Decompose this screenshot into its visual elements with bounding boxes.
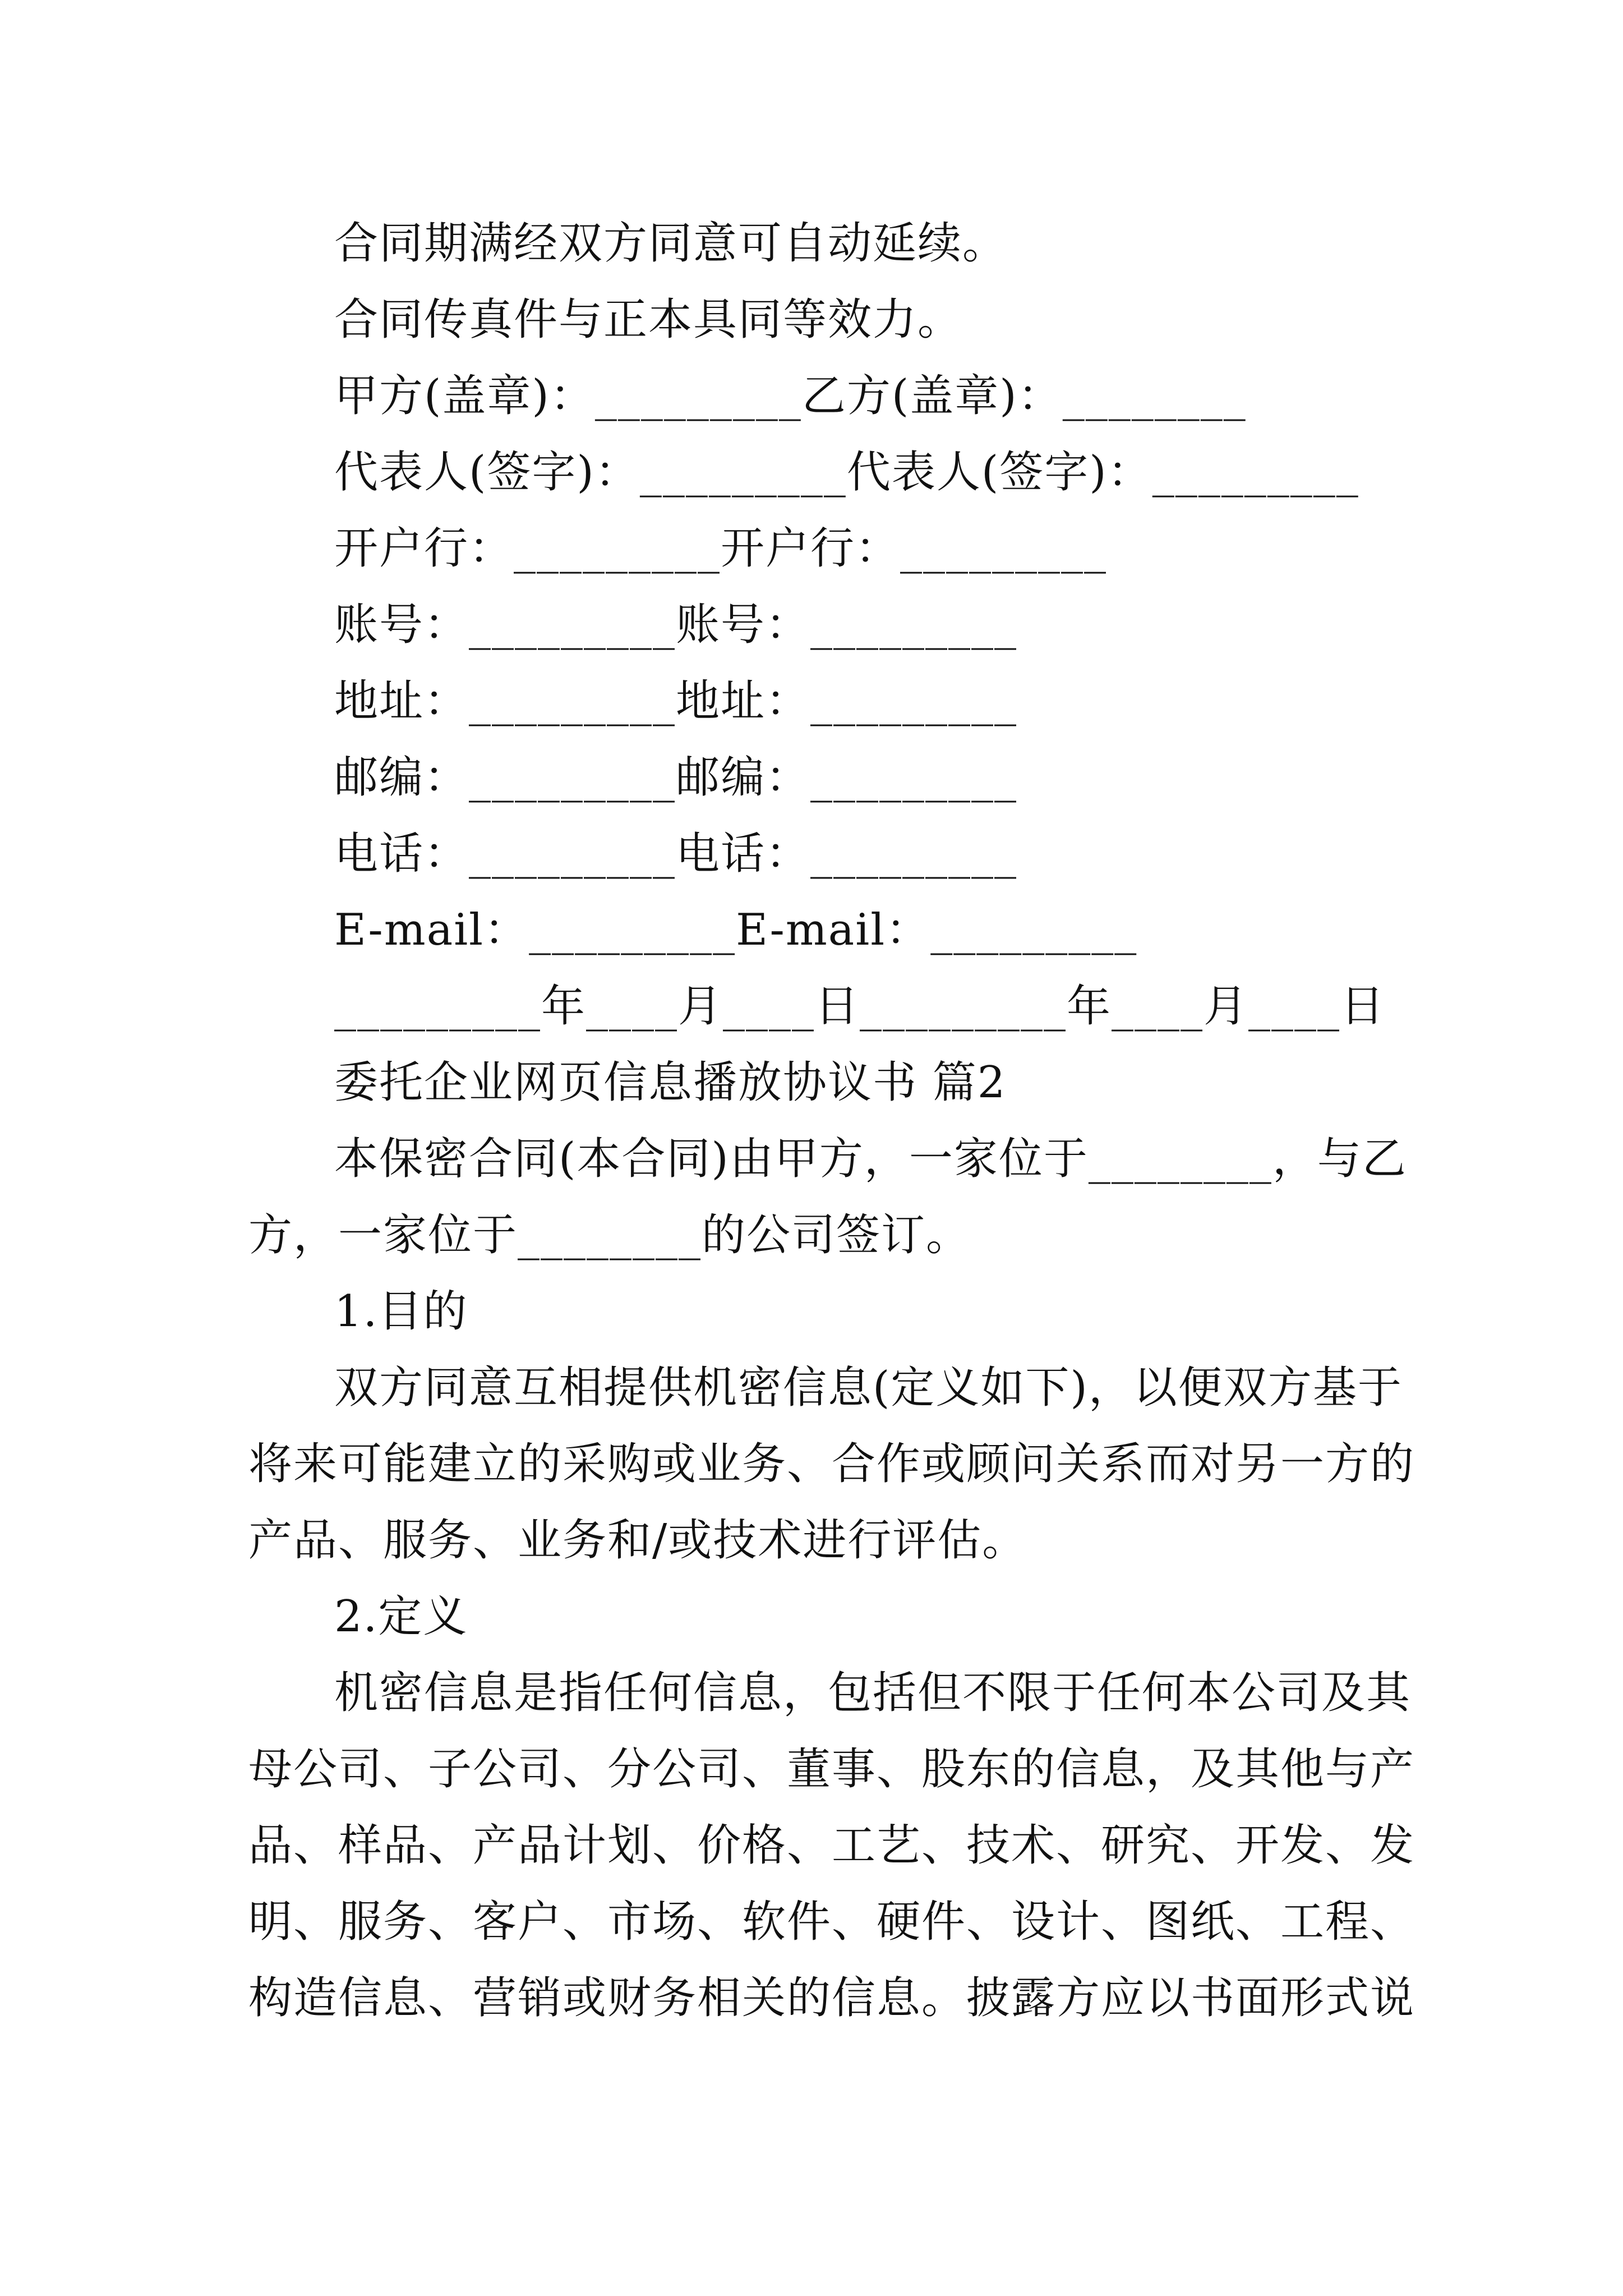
- text-line-23: 明、服务、客户、市场、软件、硬件、设计、图纸、工程、: [248, 1897, 1415, 1947]
- signature-line-postcode: 邮编：_________邮编：_________: [334, 752, 1018, 803]
- text-line-2: 合同传真件与正本具同等效力。: [334, 295, 963, 345]
- signature-line-phone: 电话：_________电话：_________: [334, 829, 1018, 879]
- text-line-24: 构造信息、营销或财务相关的信息。披露方应以书面形式说: [248, 1973, 1415, 2023]
- signature-line-party-a-b-seal: 甲方(盖章)：_________乙方(盖章)：________: [334, 371, 1247, 421]
- text-line-21: 母公司、子公司、分公司、董事、股东的信息，及其他与产: [248, 1744, 1415, 1795]
- text-line-22: 品、样品、产品计划、价格、工艺、技术、研究、开发、发: [248, 1820, 1415, 1871]
- text-line-17: 将来可能建立的采购或业务、合作或顾问关系而对另一方的: [248, 1439, 1415, 1489]
- signature-line-date: _________年____月____日_________年____月____日: [334, 981, 1386, 1032]
- signature-line-account: 账号：_________账号：_________: [334, 600, 1018, 650]
- signature-line-email: E-mail：_________E-mail：_________: [334, 905, 1138, 955]
- signature-line-bank: 开户行：_________开户行：_________: [334, 523, 1108, 574]
- text-line-14: 方，一家位于________的公司签订。: [248, 1210, 971, 1260]
- text-line-16: 双方同意互相提供机密信息(定义如下)，以便双方基于: [334, 1363, 1403, 1413]
- text-line-20: 机密信息是指任何信息，包括但不限于任何本公司及其: [334, 1668, 1412, 1718]
- clause-heading-purpose: 1.目的: [334, 1286, 468, 1337]
- text-line-18: 产品、服务、业务和/或技术进行评估。: [248, 1515, 1027, 1566]
- text-line-13: 本保密合同(本合同)由甲方，一家位于________，与乙: [334, 1134, 1407, 1184]
- text-line-1: 合同期满经双方同意可自动延续。: [334, 218, 1008, 269]
- signature-line-address: 地址：_________地址：_________: [334, 676, 1018, 726]
- clause-heading-definition: 2.定义: [334, 1591, 468, 1642]
- section-heading: 委托企业网页信息播放协议书 篇2: [334, 1057, 1007, 1108]
- signature-line-representative: 代表人(签字)：_________代表人(签字)：_________: [334, 447, 1359, 498]
